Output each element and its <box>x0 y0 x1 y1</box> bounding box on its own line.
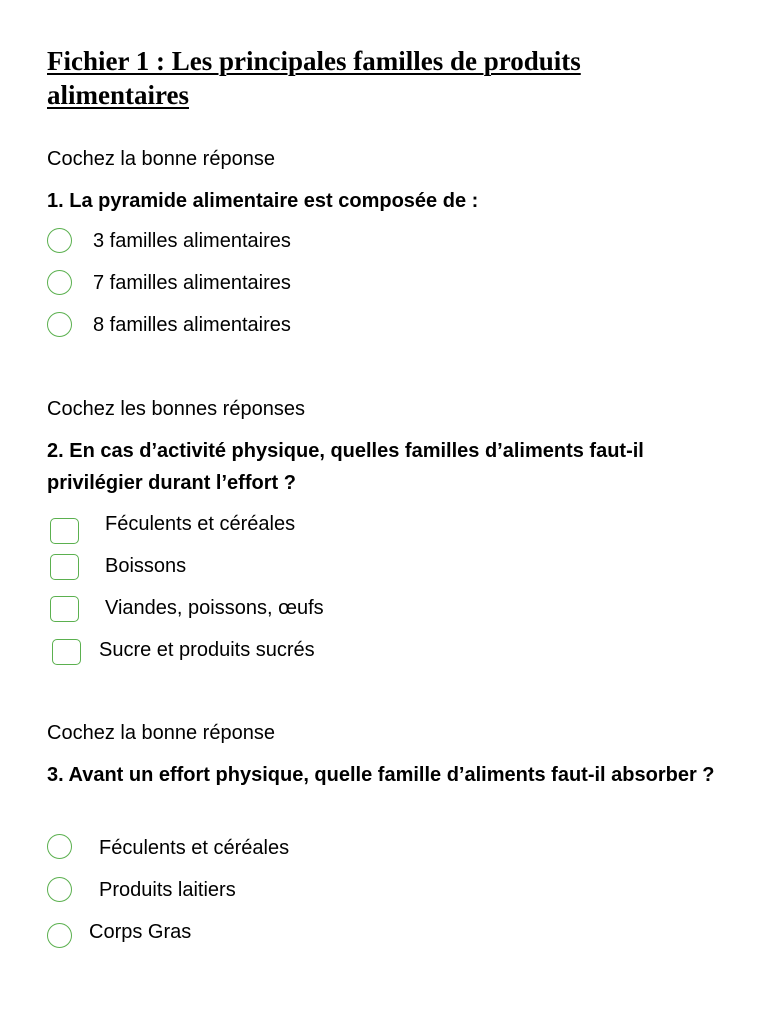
q2-option-4-checkbox[interactable] <box>52 639 81 665</box>
q3-option-3-label: Corps Gras <box>89 921 192 943</box>
q3-option-1-label: Féculents et céréales <box>99 837 290 859</box>
q1-option-1-label: 3 familles alimentaires <box>93 230 291 252</box>
instruction-q2: Cochez les bonnes réponses <box>47 398 305 420</box>
q1-option-2-radio[interactable] <box>47 270 72 295</box>
question-2-text: 2. En cas d’activité physique, quelles familles d’aliments faut-il privilégier durant l’effort ? <box>47 440 644 494</box>
q2-option-4-label: Sucre et produits sucrés <box>99 639 315 661</box>
q3-option-2-label: Produits laitiers <box>99 879 236 901</box>
q1-option-3-label: 8 familles alimentaires <box>93 314 291 336</box>
q2-option-2-checkbox[interactable] <box>50 554 79 580</box>
q1-option-2-label: 7 familles alimentaires <box>93 272 291 294</box>
q2-option-2-label: Boissons <box>105 555 187 577</box>
q2-option-3-checkbox[interactable] <box>50 596 79 622</box>
q2-option-3-label: Viandes, poissons, œufs <box>105 597 324 619</box>
q3-option-1-radio[interactable] <box>47 834 72 859</box>
question-1-text: 1. La pyramide alimentaire est composée de : <box>47 190 479 212</box>
q1-option-1-radio[interactable] <box>47 228 72 253</box>
question-3-text: 3. Avant un effort physique, quelle famille d’aliments faut-il absorber ? <box>47 764 715 786</box>
instruction-q1: Cochez la bonne réponse <box>47 148 275 170</box>
page-title: Fichier 1 : Les principales familles de produits alimentaires <box>47 46 581 110</box>
q2-option-1-label: Féculents et céréales <box>105 513 296 535</box>
q1-option-3-radio[interactable] <box>47 312 72 337</box>
q2-option-1-checkbox[interactable] <box>50 518 79 544</box>
instruction-q3: Cochez la bonne réponse <box>47 722 275 744</box>
q3-option-2-radio[interactable] <box>47 877 72 902</box>
q3-option-3-radio[interactable] <box>47 923 72 948</box>
